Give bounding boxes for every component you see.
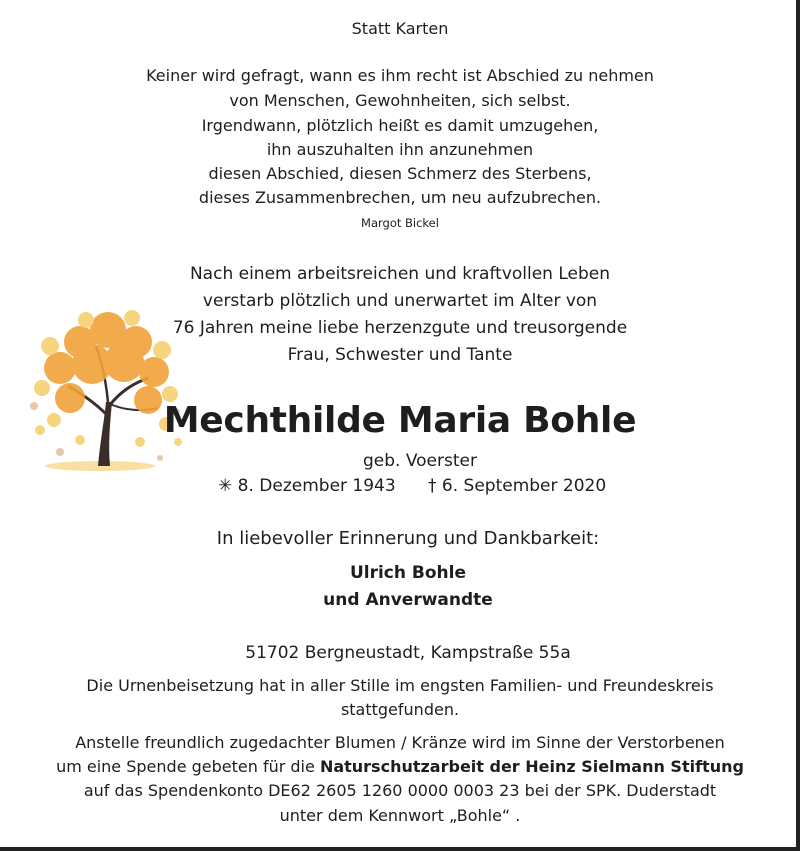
- header-title: Statt Karten: [351, 19, 449, 38]
- poem-line: Irgendwann, plötzlich heißt es damit umzugehen,: [201, 116, 599, 135]
- birth-name: geb. Voerster: [363, 451, 477, 471]
- mourner-name: Ulrich Bohle: [349, 563, 467, 583]
- address: 51702 Bergneustadt, Kampstraße 55a: [245, 643, 571, 663]
- poem-line: Keiner wird gefragt, wann es ihm recht ist Abschied zu nehmen: [146, 66, 654, 85]
- poem-line: ihn auszuhalten ihn anzunehmen: [266, 140, 534, 159]
- mourners-intro: In liebevoller Erinnerung und Dankbarkeit:: [216, 528, 600, 549]
- mourner-name: und Anverwandte: [323, 590, 493, 610]
- poem-line: dieses Zusammenbrechen, um neu aufzubrechen.: [198, 188, 602, 207]
- deceased-name: Mechthilde Maria Bohle: [163, 400, 637, 441]
- death-cross-icon: †: [428, 476, 437, 496]
- donation-line: Anstelle freundlich zugedachter Blumen / Kränze wird im Sinne der Verstorbenen: [75, 733, 725, 752]
- poem-line: diesen Abschied, diesen Schmerz des Sterbens,: [208, 164, 592, 183]
- announcement-line: Frau, Schwester und Tante: [287, 345, 513, 365]
- death-date: 6. September 2020: [441, 476, 607, 496]
- donation-prefix: um eine Spende gebeten für die: [56, 757, 320, 776]
- announcement-line: Nach einem arbeitsreichen und kraftvollen Leben: [189, 264, 611, 284]
- funeral-note-line: Die Urnenbeisetzung hat in aller Stille im engsten Familien- und Freundeskreis: [86, 676, 714, 695]
- donation-line: auf das Spendenkonto DE62 2605 1260 0000 0003 23 bei der SPK. Duderstadt: [83, 781, 717, 800]
- foundation-name: Naturschutzarbeit der Heinz Sielmann Stiftung: [319, 757, 744, 776]
- birth-date-group: [218, 476, 396, 496]
- birth-date: 8. Dezember 1943: [237, 476, 396, 496]
- announcement-line: verstarb plötzlich und unerwartet im Alter von: [202, 291, 598, 311]
- funeral-note-line: stattgefunden.: [340, 700, 460, 719]
- donation-line: unter dem Kennwort „Bohle“ .: [279, 806, 521, 825]
- poem-line: von Menschen, Gewohnheiten, sich selbst.: [229, 91, 571, 110]
- poem-author: Margot Bickel: [361, 216, 439, 230]
- death-date-group: [428, 476, 606, 496]
- donation-line: [0, 757, 800, 776]
- announcement-line: 76 Jahren meine liebe herzenzgute und treusorgende: [172, 318, 628, 338]
- birth-star-icon: ✳: [218, 476, 233, 496]
